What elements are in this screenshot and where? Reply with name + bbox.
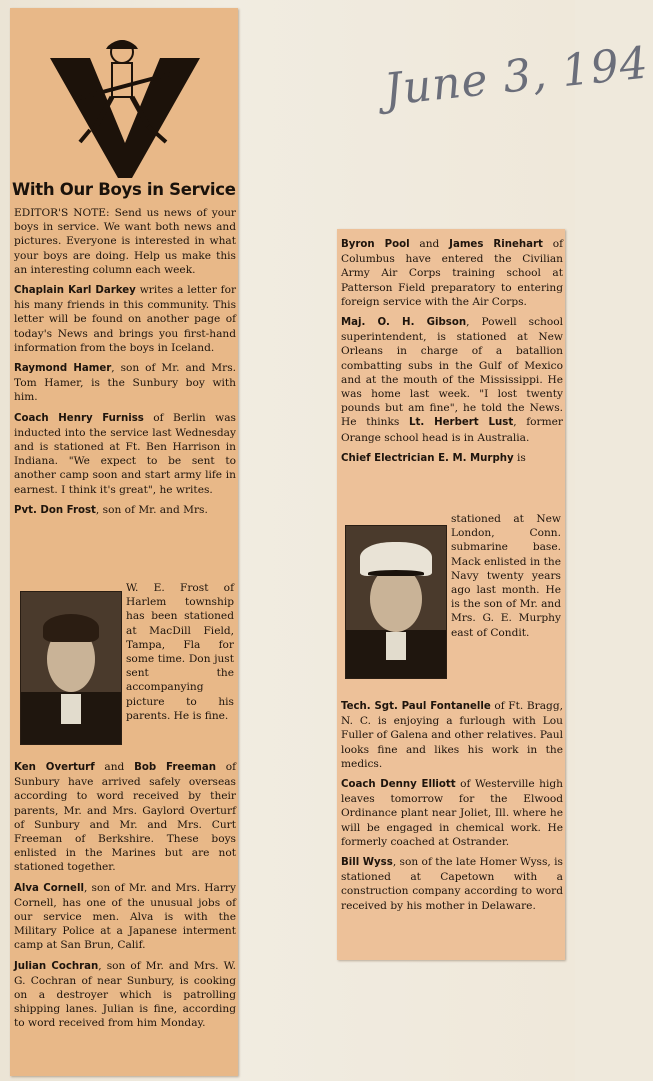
- left-newspaper-clipping: [10, 8, 238, 1076]
- news-item-frost-continued: W. E. Frost of Harlem township has been stationed at MacDill Field, Tampa, Fla for some time. Don just sent the accompanying picture to his parents. He is fine.: [126, 582, 234, 722]
- news-item: [341, 699, 563, 771]
- right-column-body-lower: [341, 699, 563, 919]
- right-column-body: [341, 237, 563, 466]
- news-item-name: Coach Denny Elliott: [341, 779, 456, 791]
- news-item-name: Pvt. Don Frost: [14, 504, 96, 516]
- news-item: [14, 881, 236, 953]
- news-item: [341, 237, 563, 309]
- editors-note: EDITOR'S NOTE: Send us news of your boys in service. We want both news and pictures. Everyone is interested in what your boys are doing. Help us make this an interesting column each week.: [14, 207, 236, 276]
- news-item-name: Raymond Hamer: [14, 363, 112, 375]
- photo-e-m-murphy: [345, 525, 447, 679]
- news-item-text: of Berlin was inducted into the service last Wednesday and is stationed at Ft. Ben Harrison in Indiana. "We expect to be sent to another camp soon and start army life in earnest. I think it's great", he writes.: [14, 411, 236, 496]
- news-item-name: Alva Cornell: [14, 882, 84, 894]
- news-item-name: Lt. Herbert Lust: [409, 417, 514, 429]
- right-newspaper-clipping: [337, 229, 565, 960]
- news-item: [14, 283, 236, 355]
- news-item: [341, 777, 563, 849]
- news-item: [341, 855, 563, 913]
- column-title: With Our Boys in Service: [12, 180, 236, 199]
- news-item-name: James Rinehart: [449, 239, 543, 250]
- news-item-murphy-continued: stationed at New London, Conn. submarine base. Mack enlisted in the Navy twenty years ago last month. He is the son of Mr. and Mrs. G. E. Murphy east of Condit.: [451, 513, 561, 639]
- news-item-text: of Westerville high leaves tomorrow for the Elwood Ordinance plant near Joliet, Ill. where he will be engaged in chemical work. He formerly coached at Ostrander.: [341, 778, 563, 848]
- news-item-name: Maj. O. H. Gibson: [341, 317, 467, 329]
- news-item-text: , son of the late Homer Wyss, is stationed at Capetown with a construction company according to word received by his mother in Delaware.: [341, 856, 563, 912]
- news-item-name: Byron Pool: [341, 239, 410, 250]
- news-item-text: of Columbus have entered the Civilian Army Air Corps training school at Patterson Field preparatory to entering foreign service with the Air Corps.: [341, 238, 564, 308]
- news-item-text: of Sunbury have arrived safely overseas according to word received by their parents, Mr. and Mrs. Gaylord Overturf of Sunbury and Mr. and Mrs. Curt Freeman of Berkshire. These boys enlisted in the Marines but are not stationed together.: [14, 761, 237, 874]
- news-item: [14, 959, 236, 1031]
- left-column-body-lower: [14, 760, 236, 1037]
- news-item-text: , son of Mr. and Mrs.: [95, 503, 208, 516]
- news-item-text: , son of Mr. and Mrs. W. G. Cochran of near Sunbury, is cooking on a destroyer which is patrolling shipping lanes. Julian is fine, according to word received from him Monday.: [14, 959, 236, 1030]
- news-item-name: Ken Overturf: [14, 762, 95, 773]
- news-item-text: of Ft. Bragg, N. C. is enjoying a furlough with Lou Fuller of Galena and other relatives. Paul looks fine and likes his work in the medics.: [341, 700, 563, 770]
- news-item: [14, 503, 236, 518]
- news-item-text: and: [94, 761, 135, 773]
- news-item-name: Chaplain Karl Darkey: [14, 285, 136, 297]
- news-item-text: , son of Mr. and Mrs. Tom Hamer, is the Sunbury boy with him.: [14, 362, 237, 404]
- left-column-body: [14, 206, 236, 518]
- news-item: [341, 451, 563, 466]
- news-item-text: , son of Mr. and Mrs. Harry Cornell, has one of the unusual jobs of our service men. Alva is with the Military Police at a Japanese interment camp at San Brun, Calif.: [14, 881, 236, 952]
- news-item-name: Coach Henry Furniss: [14, 412, 144, 424]
- news-item-text: , Powell school superintendent, is stationed at New Orleans in charge of a batallion combatting subs in the Gulf of Mexico and at the mouth of the Mississippi. He was home last week. "I lost twenty pounds but am fine", he told the News. He thinks: [341, 316, 563, 429]
- news-item-name: Tech. Sgt. Paul Fontanelle: [341, 701, 491, 712]
- handwritten-date: June 3, 194: [381, 37, 652, 116]
- news-item-name: Chief Electrician E. M. Murphy: [341, 452, 514, 464]
- news-item-text: , former Orange school head is in Australia.: [341, 416, 563, 444]
- news-item-text: is: [513, 451, 526, 464]
- news-item-name: Bill Wyss: [341, 857, 393, 869]
- v-for-victory-soldier-icon: [50, 38, 200, 178]
- news-item-text: writes a letter for his many friends in this community. This letter will be found on another page of today's News and brings you first-hand information from the boys in Iceland.: [14, 284, 237, 354]
- news-item: [14, 361, 236, 405]
- news-item: [14, 760, 236, 875]
- news-item: [341, 315, 563, 445]
- news-item-text: and: [409, 238, 450, 250]
- photo-don-frost: [20, 591, 122, 745]
- news-item-name: Julian Cochran: [14, 960, 99, 972]
- column-masthead: [20, 20, 230, 180]
- news-item: [14, 411, 236, 497]
- news-item-name: Bob Freeman: [134, 762, 216, 773]
